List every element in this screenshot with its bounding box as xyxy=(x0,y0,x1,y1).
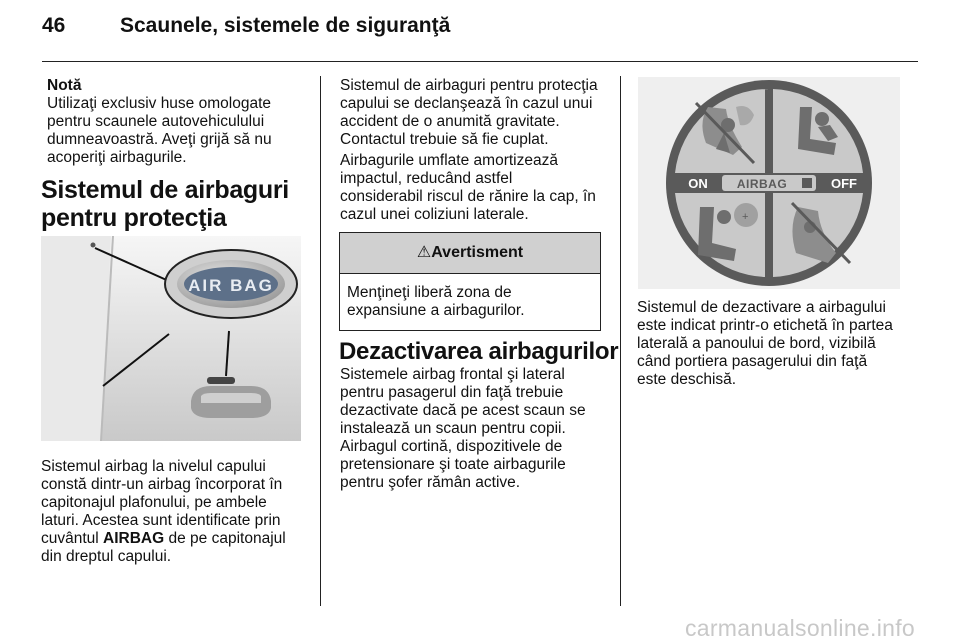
warning-body: Menţineţi liberă zona de expansiune a airbagurilor. xyxy=(347,284,525,319)
page-title: Scaunele, sistemele de siguranţă xyxy=(120,14,451,37)
page-number: 46 xyxy=(42,14,66,37)
warning-triangle-icon: ⚠ xyxy=(416,244,432,261)
column-divider-1 xyxy=(320,76,321,606)
off-label: OFF xyxy=(831,176,857,191)
deactivation-paragraph: Sistemele airbag frontal şi lateral pentru pasagerul din faţă trebuie dezactivate dacă pe acest scaun se instalează un scaun pentru copii. Airbagul cortină, dispozitivele de pretensionare şi toate airbagurile pentru şofer rămân active. xyxy=(340,366,586,491)
section-heading-head-airbag: Sistemul de airbaguri pentru protecţia xyxy=(41,176,289,232)
head-airbag-paragraph: Sistemul airbag la nivelul capului constă dintr-un airbag încorporat în capitonajul plafonului, pe ambele laturi. Acestea sunt identificate prin cuvântul AIRBAG de pe capitonajul din dreptul capului. xyxy=(41,458,286,565)
head-airbag-illustration xyxy=(41,236,301,441)
warning-header xyxy=(340,233,600,274)
on-label: ON xyxy=(688,176,708,191)
note-line: acoperiţi airbagurile. xyxy=(47,149,187,166)
warning-box xyxy=(339,232,601,331)
impact-paragraph: Airbagurile umflate amortizează impactul, reducând astfel considerabil riscul de rănire la cap, în cazul unei coliziuni laterale. xyxy=(340,152,596,223)
note-block xyxy=(47,77,309,167)
airbag-status-label: AIRBAG xyxy=(736,177,788,191)
note-title: Notă xyxy=(47,77,82,94)
page-header xyxy=(42,14,450,38)
airbag-bold-word: AIRBAG xyxy=(103,530,165,547)
watermark: carmanualsonline.info xyxy=(684,615,915,641)
svg-text:+: + xyxy=(742,211,749,223)
note-line: pentru scaunele autovehiculului xyxy=(47,113,265,130)
warning-title: Avertisment xyxy=(431,244,524,261)
airbag-deactivation-label-illustration xyxy=(638,77,900,289)
header-rule xyxy=(42,61,918,62)
column-divider-2 xyxy=(620,76,621,606)
note-line: dumneavoastră. Aveţi grijă să nu xyxy=(47,131,272,148)
deactivation-label-paragraph: Sistemul de dezactivare a airbagului este indicat printr-o etichetă în partea laterală a panoului de bord, vizibilă când portiera pasagerului din faţă este deschisă. xyxy=(637,299,893,388)
airbag-label-text: AIR BAG xyxy=(188,276,274,295)
section-heading-deactivation: Dezactivarea airbagurilor xyxy=(339,338,619,365)
deployment-paragraph: Sistemul de airbaguri pentru protecţia capului se declanşează în cazul unui accident de o anumită gravitate. Contactul trebuie să fie cuplat. xyxy=(340,77,598,148)
note-line: Utilizaţi exclusiv huse omologate xyxy=(47,95,271,112)
airbag-switch-icon xyxy=(802,178,812,188)
